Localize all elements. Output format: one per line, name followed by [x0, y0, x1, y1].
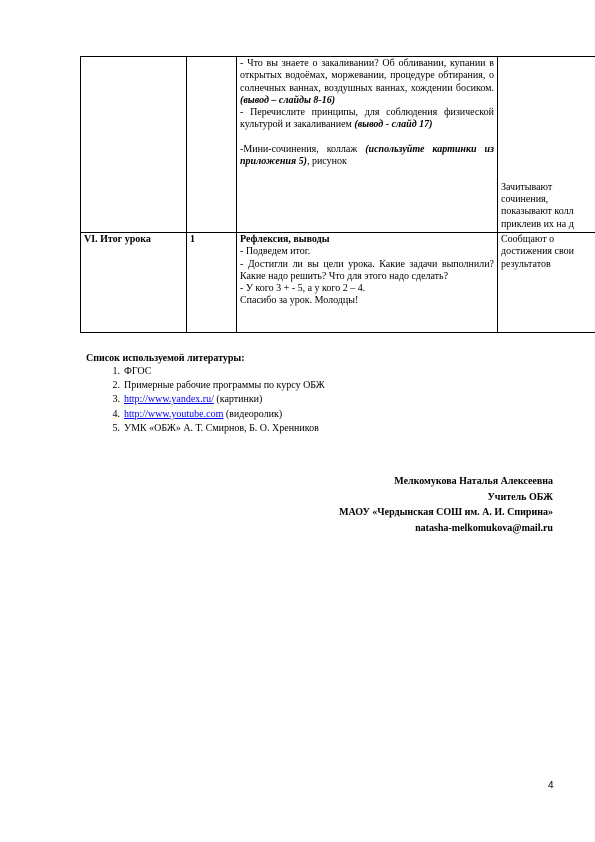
student-activity-line: показывают колл [501, 206, 574, 218]
student-activity-line: Зачитывают [501, 181, 553, 193]
table-cell-teacher-activity [237, 57, 498, 233]
author-school: МАОУ «Чердынская СОШ им. А. И. Спирина» [339, 507, 553, 518]
author-position: Учитель ОБЖ [487, 491, 553, 503]
literature-list [86, 365, 466, 436]
student-activity-line: Сообщают о [501, 234, 555, 245]
list-item: 4. http://www.youtube.com (видеоролик) [112, 408, 283, 420]
yandex-link[interactable]: http://www.yandex.ru/ [124, 394, 214, 406]
youtube-link[interactable]: http://www.youtube.com [124, 408, 224, 420]
list-item: 5. УМК «ОБЖ» А. Т. Смирнов, Б. О. Хренников [112, 422, 319, 434]
list-item: 2. Примерные рабочие программы по курсу ОБЖ [112, 380, 325, 392]
drawing-text: , рисунок [306, 156, 347, 168]
time-value: 1 [187, 233, 237, 333]
appendix-note: (используйте картинки из приложения 5) [240, 143, 494, 168]
student-activity-line: результатов [501, 258, 551, 270]
table-cell-student-activity [498, 233, 595, 333]
list-item: 1. ФГОС [112, 366, 152, 377]
student-activity-line: сочинения, [501, 194, 549, 206]
author-signature [339, 474, 553, 536]
summary-line: - Подведем итог. [240, 246, 311, 258]
table-row [81, 233, 595, 333]
conclusion-note: (вывод – слайды 8-16) [240, 94, 336, 106]
mini-essay-text: -Мини-сочинения, коллаж [240, 143, 358, 155]
table-cell-student-activity [498, 57, 595, 233]
list-item: 3. http://www.yandex.ru/ (картинки) [112, 394, 263, 406]
conclusion-note: (вывод - слайд 17) [354, 119, 433, 131]
student-activity-line: приклеив их на д [501, 218, 574, 230]
literature-title: Список используемой литературы: [86, 353, 245, 364]
table-cell-time [187, 57, 237, 233]
table-cell-stage [81, 57, 187, 233]
grades-line: - У кого 3 + - 5, а у кого 2 – 4. [240, 283, 366, 295]
principles-text: - Перечислите принципы, для соблюдения физической культурой и закаливанием [240, 107, 494, 131]
author-name: Мелкомукова Наталья Алексеевна [394, 476, 553, 487]
lesson-table [80, 56, 595, 333]
author-email: natasha-melkomukova@mail.ru [415, 522, 553, 534]
student-activity-line: достижения свои [501, 246, 574, 258]
table-row [81, 57, 595, 233]
table-cell-teacher-activity [237, 233, 498, 333]
goals-question: - Достигли ли вы цели урока. Какие задачи выполнили? Какие надо решить? Что для этого надо сделать? [240, 258, 494, 282]
question-hardening-text: - Что вы знаете о закаливании? Об обливании, купании в открытых водоёмах, моржевании, процедуре обтирания, о солнечных ваннах, воздушных ваннах, хождении босиком. [240, 58, 494, 94]
page-number: 4 [548, 780, 554, 791]
reflection-title: Рефлексия, выводы [240, 234, 330, 245]
thanks-line: Спасибо за урок. Молодцы! [240, 295, 359, 307]
stage-label: VI. Итог урока [81, 233, 187, 333]
